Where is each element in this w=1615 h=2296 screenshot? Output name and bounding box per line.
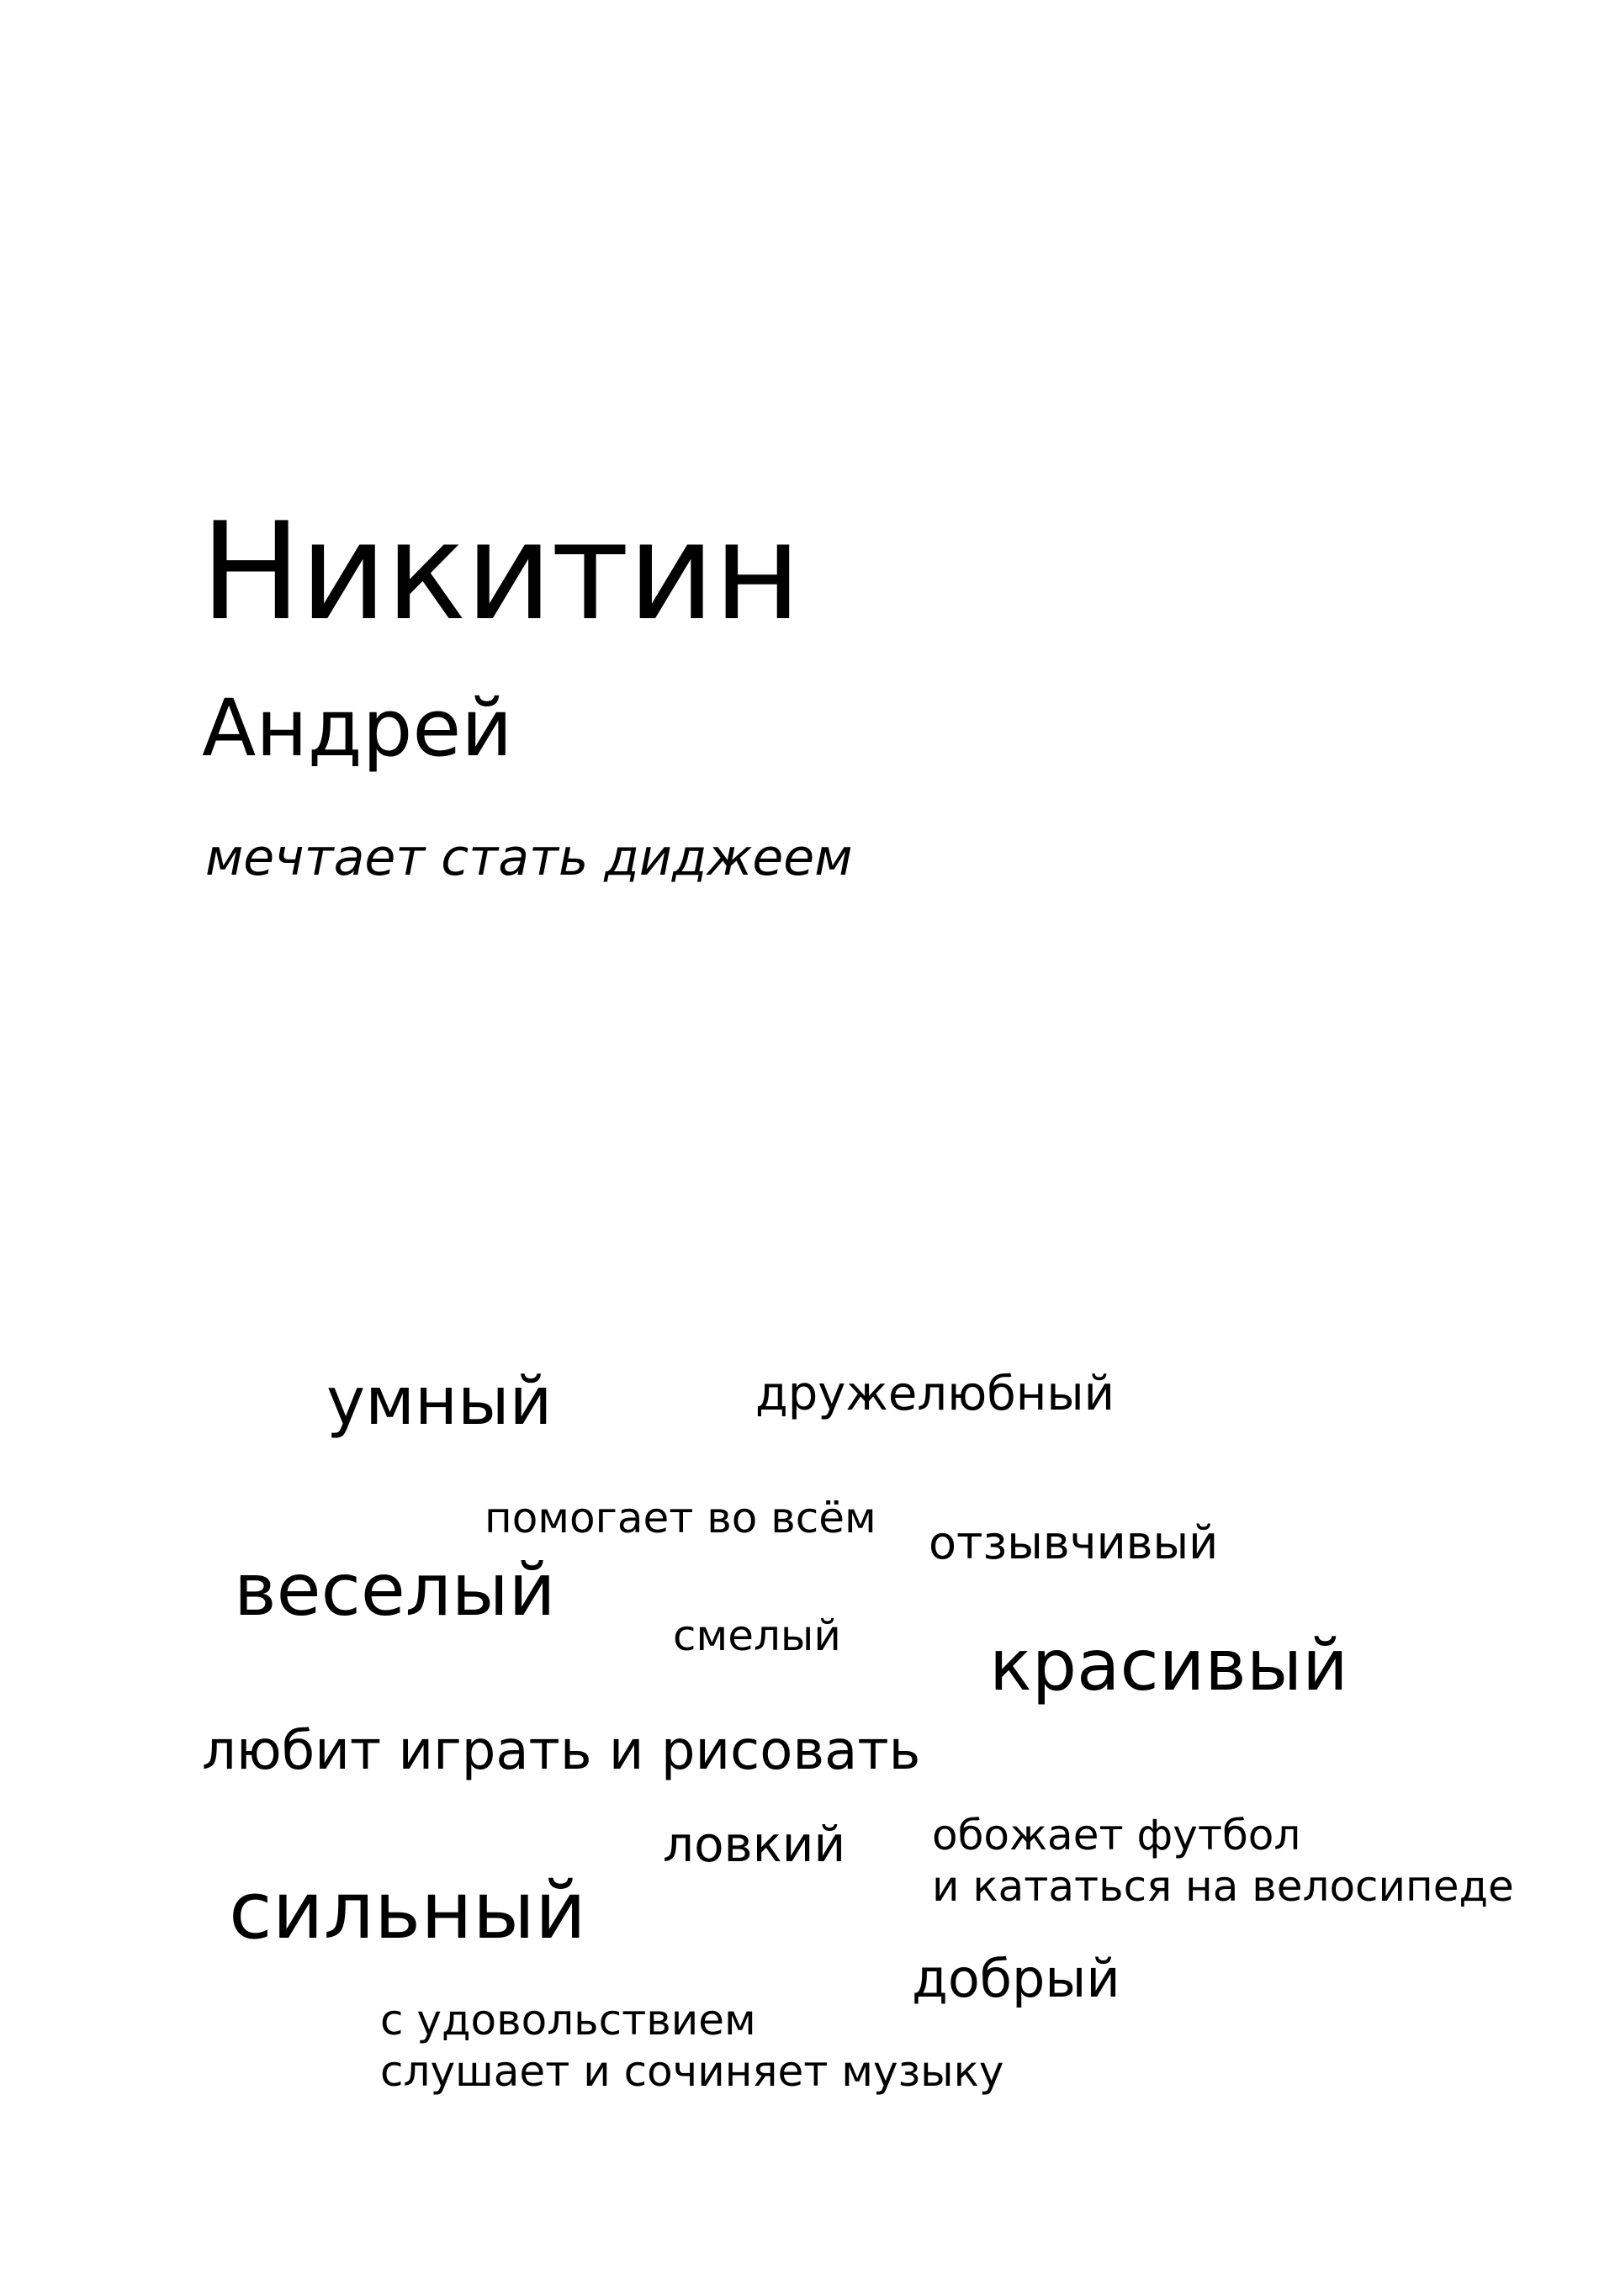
surname-heading: Никитин bbox=[200, 493, 800, 650]
word-pomogaet: помогает во всём bbox=[484, 1494, 876, 1542]
word-druzhelyubny: дружелюбный bbox=[755, 1367, 1115, 1421]
phrase-muzyka bbox=[380, 1995, 1003, 2098]
dream-subtitle: мечтает стать диджеем bbox=[205, 828, 853, 887]
phrase-futbol-line2: и кататься на велосипеде bbox=[932, 1862, 1514, 1911]
word-lovky: ловкий bbox=[663, 1816, 846, 1873]
word-smely: смелый bbox=[673, 1611, 841, 1660]
word-umny: умный bbox=[326, 1364, 553, 1440]
word-vesely: веселый bbox=[234, 1548, 556, 1632]
word-silny: сильный bbox=[229, 1865, 587, 1957]
word-krasivy: красивый bbox=[989, 1624, 1348, 1706]
word-lyubit: любит играть и рисовать bbox=[202, 1720, 921, 1782]
phrase-muzyka-line2: слушает и сочиняет музыку bbox=[380, 2047, 1004, 2096]
phrase-futbol bbox=[932, 1810, 1514, 1912]
word-dobry: добрый bbox=[912, 1948, 1120, 2009]
first-name-heading: Андрей bbox=[202, 683, 513, 775]
phrase-muzyka-line1: с удовольствием bbox=[380, 1996, 756, 2045]
phrase-futbol-line1: обожает футбол bbox=[932, 1811, 1301, 1860]
word-otzyvchivy: отзывчивый bbox=[929, 1516, 1219, 1569]
